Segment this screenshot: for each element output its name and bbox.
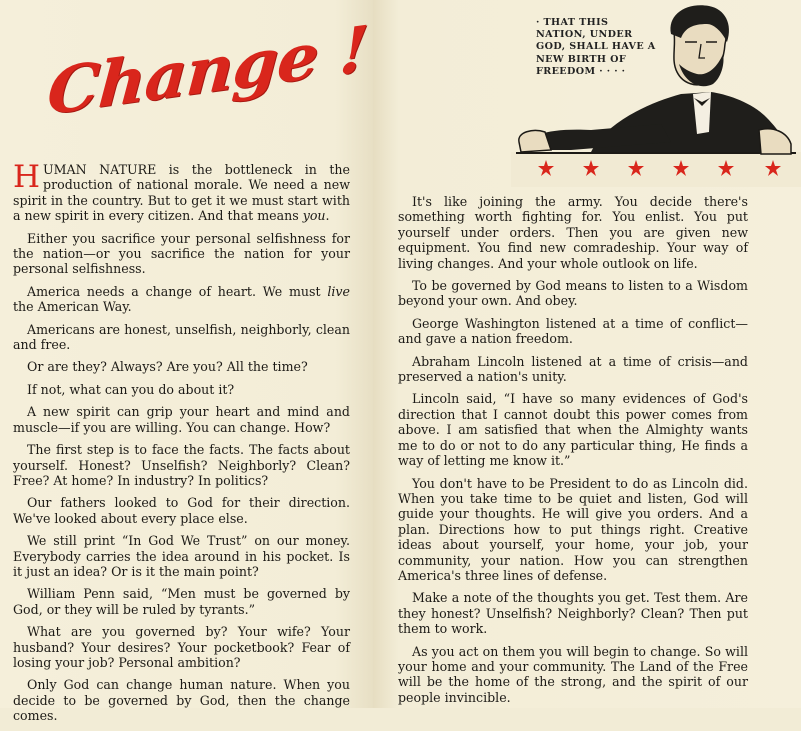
right-column [398, 194, 748, 712]
paragraph: To be governed by God means to listen to a Wisdom beyond your own. And obey. [398, 278, 748, 309]
paragraph: If not, what can you do about it? [27, 381, 235, 397]
paragraph: What are you governed by? Your wife? Your husband? Your desires? Your pocketbook? Fear of losing your job? Personal ambition? [13, 624, 350, 670]
paragraph: Or are they? Always? Are you? All the time? [27, 359, 308, 375]
paragraph: Americans are honest, unselfish, neighborly, clean and free. [13, 321, 350, 353]
emphasis-live: live [327, 283, 350, 299]
paragraph: Only God can change human nature. When you decide to be governed by God, then the change comes. [13, 677, 350, 724]
drop-cap: H [13, 159, 41, 195]
paragraph: We still print “In God We Trust” on our money. Everybody carries the idea around in his pocket. Is it just an idea? Or is it the main point? [13, 533, 350, 579]
emphasis-you: you [302, 208, 326, 224]
paragraph: Lincoln said, “I have so many evidences of God's direction that I cannot doubt this power comes from above. I am satisfied that when the Almighty wants me to do or not to do any particular thing, He finds a way of letting me know it.” [398, 391, 748, 469]
lincoln-quote: · THAT THIS NATION, UNDER GOD, SHALL HAVE A NEW BIRTH OF FREEDOM · · · · [536, 17, 656, 77]
page-title: Change ! [45, 12, 370, 131]
paragraph: A new spirit can grip your heart and mind and muscle—if you are willing. You can change. How? [13, 404, 350, 435]
paragraph: Abraham Lincoln listened at a time of crisis—and preserved a nation's unity. [398, 353, 748, 385]
left-page [0, 0, 373, 724]
paragraph: The first step is to face the facts. The facts about yourself. Honest? Unselfish? Neighborly? Clean? Free? At home? In industry? In politics? [13, 442, 350, 488]
paragraph: William Penn said, “Men must be governed by God, or they will be ruled by tyrants.” [13, 586, 350, 617]
paragraph: Our fathers looked to God for their direction. We've looked about every place else. [13, 495, 350, 526]
paragraph: Either you sacrifice your personal selfishness for the nation—or you sacrifice the nation for your personal selfishness. [13, 230, 350, 277]
paragraph: You don't have to be President to do as Lincoln did. When you take time to be quiet and listen, God will guide your thoughts. He will give you orders. And a plan. Directions how to put things right. Creative ideas about yourself, your home, your job, your community, your nation. How you can strengthen America's three lines of defense. [398, 475, 748, 583]
paragraph: George Washington listened at a time of conflict—and gave a nation freedom. [398, 315, 748, 347]
intro-paragraph: HUMAN NATURE is the bottleneck in the production of national morale. We need a new spirit in the country. But to get it we must start with a new spirit in every citizen. And that means you. [13, 159, 350, 224]
paragraph: It's like joining the army. You decide there's something worth fighting for. You enlist. You put yourself under orders. Then you are given new equipment. You find new comradeship. Your way of living changes. And your whole outlook on life. [398, 194, 748, 271]
paragraph: Make a note of the thoughts you get. Test them. Are they honest? Unselfish? Neighborly? Clean? Then put them to work. [398, 590, 748, 637]
paragraph: America needs a change of heart. We must live the American Way. [13, 283, 350, 315]
right-page [373, 0, 801, 708]
left-column [13, 159, 350, 731]
paragraph: As you act on them you will begin to change. So will your home and your community. The Land of the Free will be the home of the strong, and the spirit of our people invincible. [398, 643, 748, 705]
